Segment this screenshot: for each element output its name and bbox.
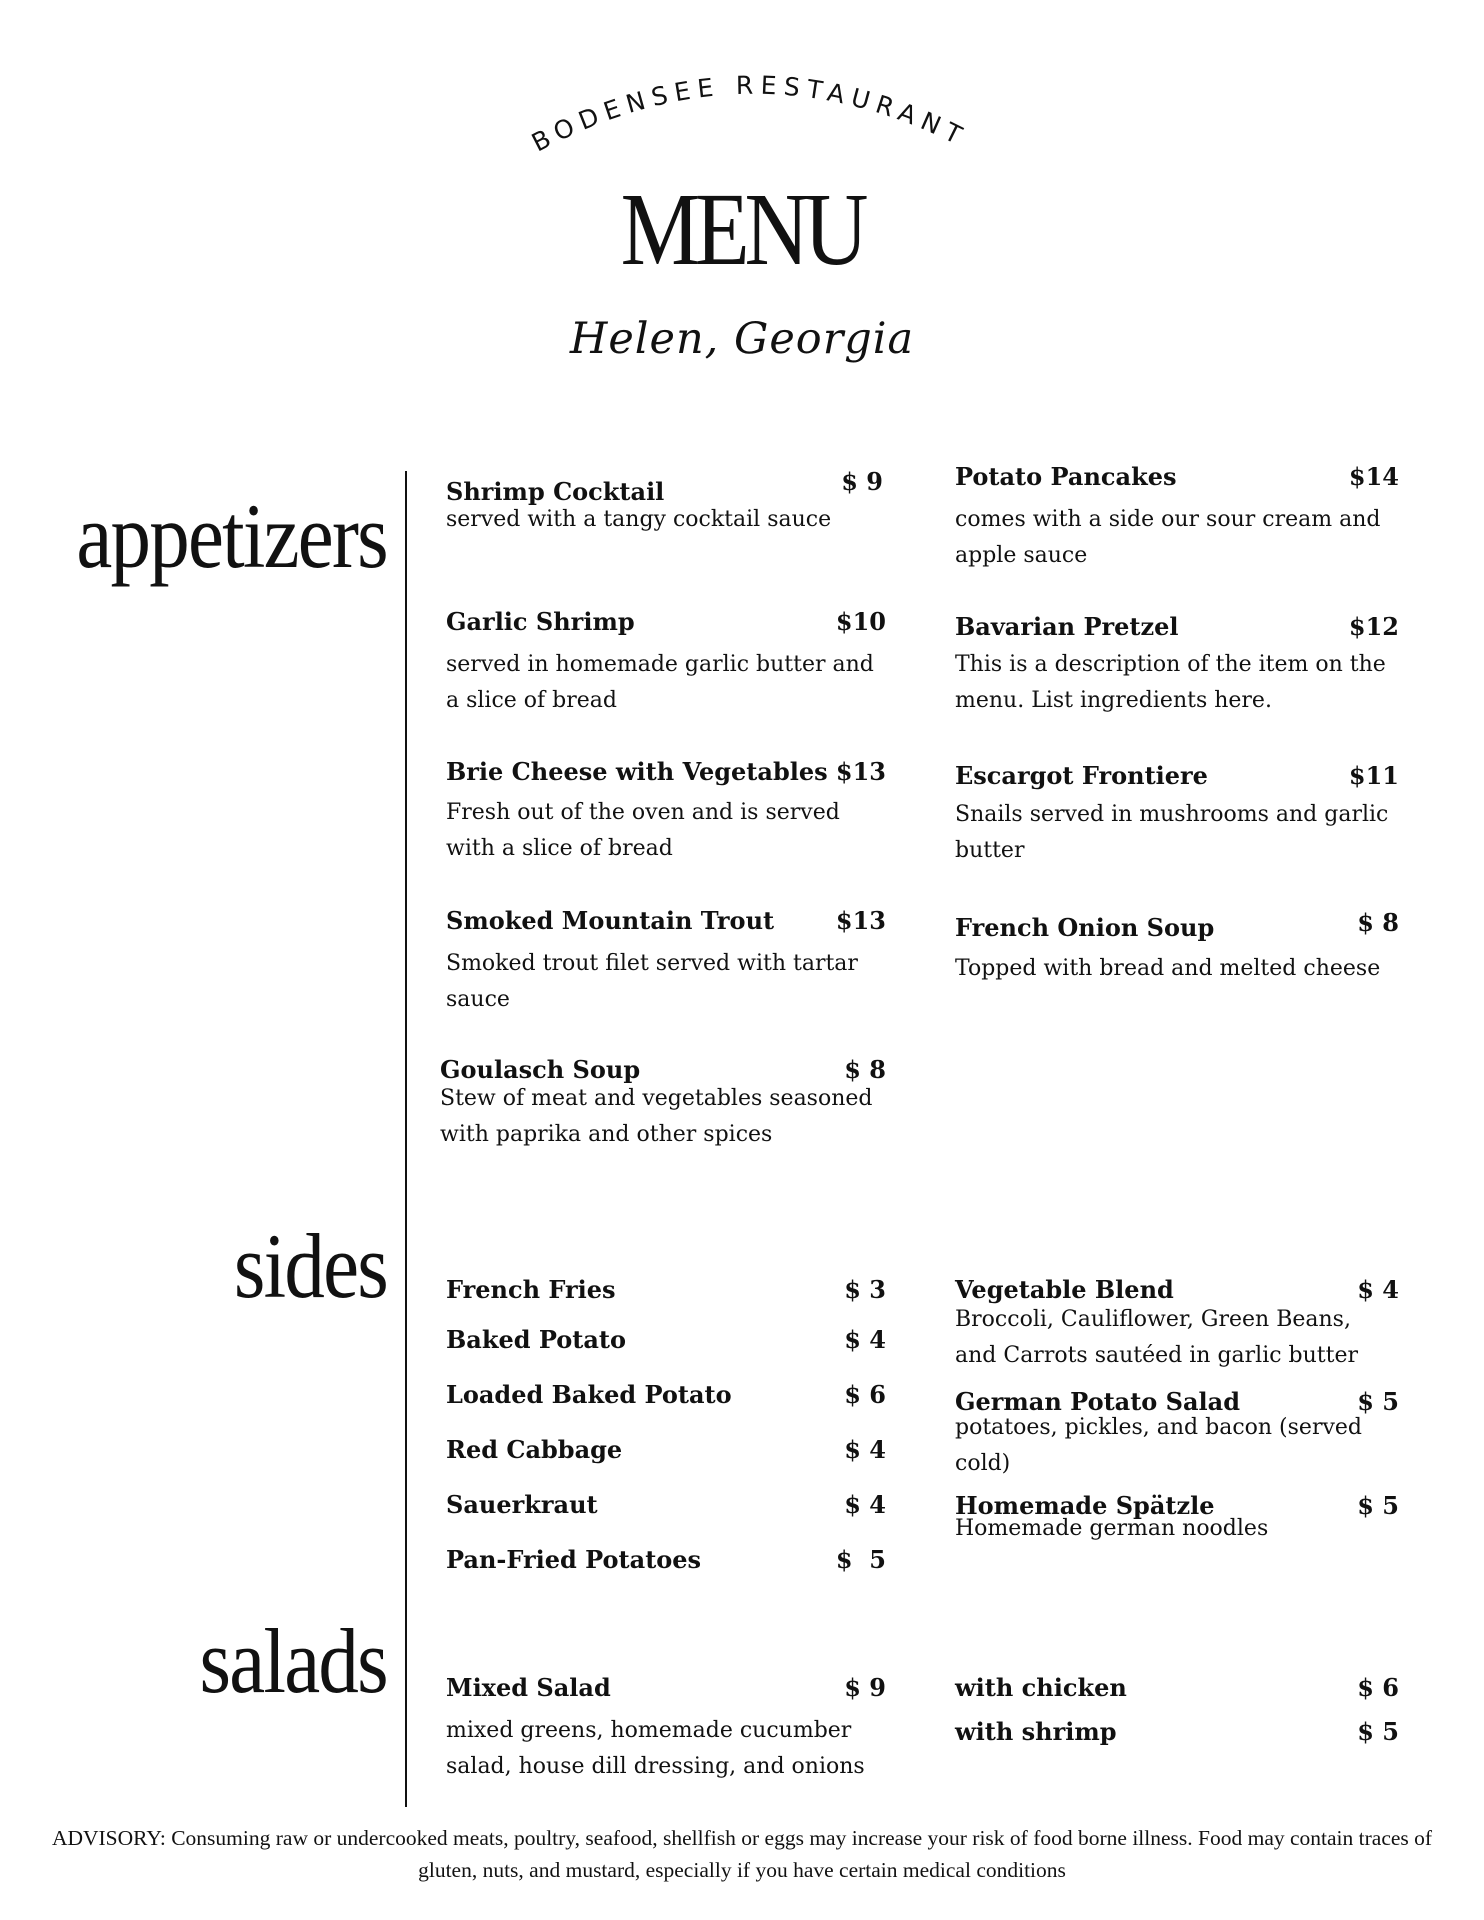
item-name: Escargot Frontiere [955,761,1208,790]
item-price: $ 9 [841,467,883,496]
item-name: Brie Cheese with Vegetables [446,757,828,786]
page-title: MENU [620,172,864,287]
item-name: French Fries [446,1275,616,1304]
section-divider-line [405,471,407,1807]
item-price: $13 [835,757,886,786]
item-name: Potato Pancakes [955,462,1177,491]
item-description: Broccoli, Cauliflower, Green Beans, and Carrots sautéed in garlic butter [955,1307,1359,1368]
location-subtitle: Helen, Georgia [569,314,915,364]
item-description: mixed greens, homemade cucumber salad, house dill dressing, and onions [446,1718,865,1779]
item-price: $ 5 [1357,1491,1399,1520]
section-title-appetizers: appetizers [76,485,387,587]
item-description: comes with a side our sour cream and apple sauce [955,507,1381,568]
advisory-notice: ADVISORY: Consuming raw or undercooked meats, poultry, seafood, shellfish or eggs may increase your risk of food borne illness. Food may contain traces of gluten, nuts, and mustard, especially if you have certain medical conditions [51,1826,1433,1882]
item-name: with chicken [955,1673,1127,1702]
item-price: $ 9 [844,1673,886,1702]
item-description: Snails served in mushrooms and garlic butter [955,802,1389,863]
section-title-sides: sides [233,1215,387,1317]
item-name: with shrimp [955,1717,1117,1746]
item-price: $ 6 [844,1380,886,1409]
item-name: French Onion Soup [955,913,1215,942]
item-price: $ 5 [835,1545,886,1574]
item-name: Bavarian Pretzel [955,612,1179,641]
item-name: Pan-Fried Potatoes [446,1545,702,1574]
restaurant-name-arc [480,55,1020,175]
item-description: served in homemade garlic butter and a slice of bread [446,652,874,713]
item-name: Red Cabbage [446,1435,623,1464]
item-name: Homemade Spätzle [955,1491,1215,1520]
item-price: $ 4 [844,1325,886,1354]
item-price: $ 8 [1357,908,1399,937]
item-name: Sauerkraut [446,1490,598,1519]
item-name: Garlic Shrimp [446,607,635,636]
item-description: This is a description of the item on the menu. List ingredients here. [955,652,1386,713]
item-description: served with a tangy cocktail sauce [446,507,832,532]
item-name: Mixed Salad [446,1673,611,1702]
item-name: Goulasch Soup [440,1055,641,1084]
item-description: Homemade german noodles [955,1516,1269,1541]
item-name: German Potato Salad [955,1387,1240,1416]
item-name: Vegetable Blend [955,1275,1174,1304]
item-price: $ 4 [844,1435,886,1464]
item-name: Baked Potato [446,1325,627,1354]
restaurant-name: BODENSEE RESTAURANT [526,70,973,158]
item-description: Stew of meat and vegetables seasoned with paprika and other spices [440,1086,873,1147]
item-price: $ 4 [1357,1275,1399,1304]
item-name: Shrimp Cocktail [446,477,665,506]
item-price: $14 [1348,462,1399,491]
item-description: Fresh out of the oven and is served with a slice of bread [446,800,840,861]
item-price: $ 6 [1357,1673,1399,1702]
item-name: Loaded Baked Potato [446,1380,732,1409]
item-description: Smoked trout filet served with tartar sauce [446,951,858,1012]
item-price: $13 [835,906,886,935]
item-price: $ 4 [844,1490,886,1519]
item-price: $ 5 [1357,1717,1399,1746]
item-price: $11 [1348,761,1399,790]
item-description: potatoes, pickles, and bacon (served cold) [955,1415,1362,1476]
section-title-salads: salads [199,1610,387,1712]
item-price: $10 [835,607,886,636]
item-price: $ 5 [1357,1387,1399,1416]
item-price: $ 3 [844,1275,886,1304]
item-name: Smoked Mountain Trout [446,906,775,935]
item-price: $ 8 [844,1055,886,1084]
item-price: $12 [1348,612,1399,641]
item-description: Topped with bread and melted cheese [955,956,1381,981]
